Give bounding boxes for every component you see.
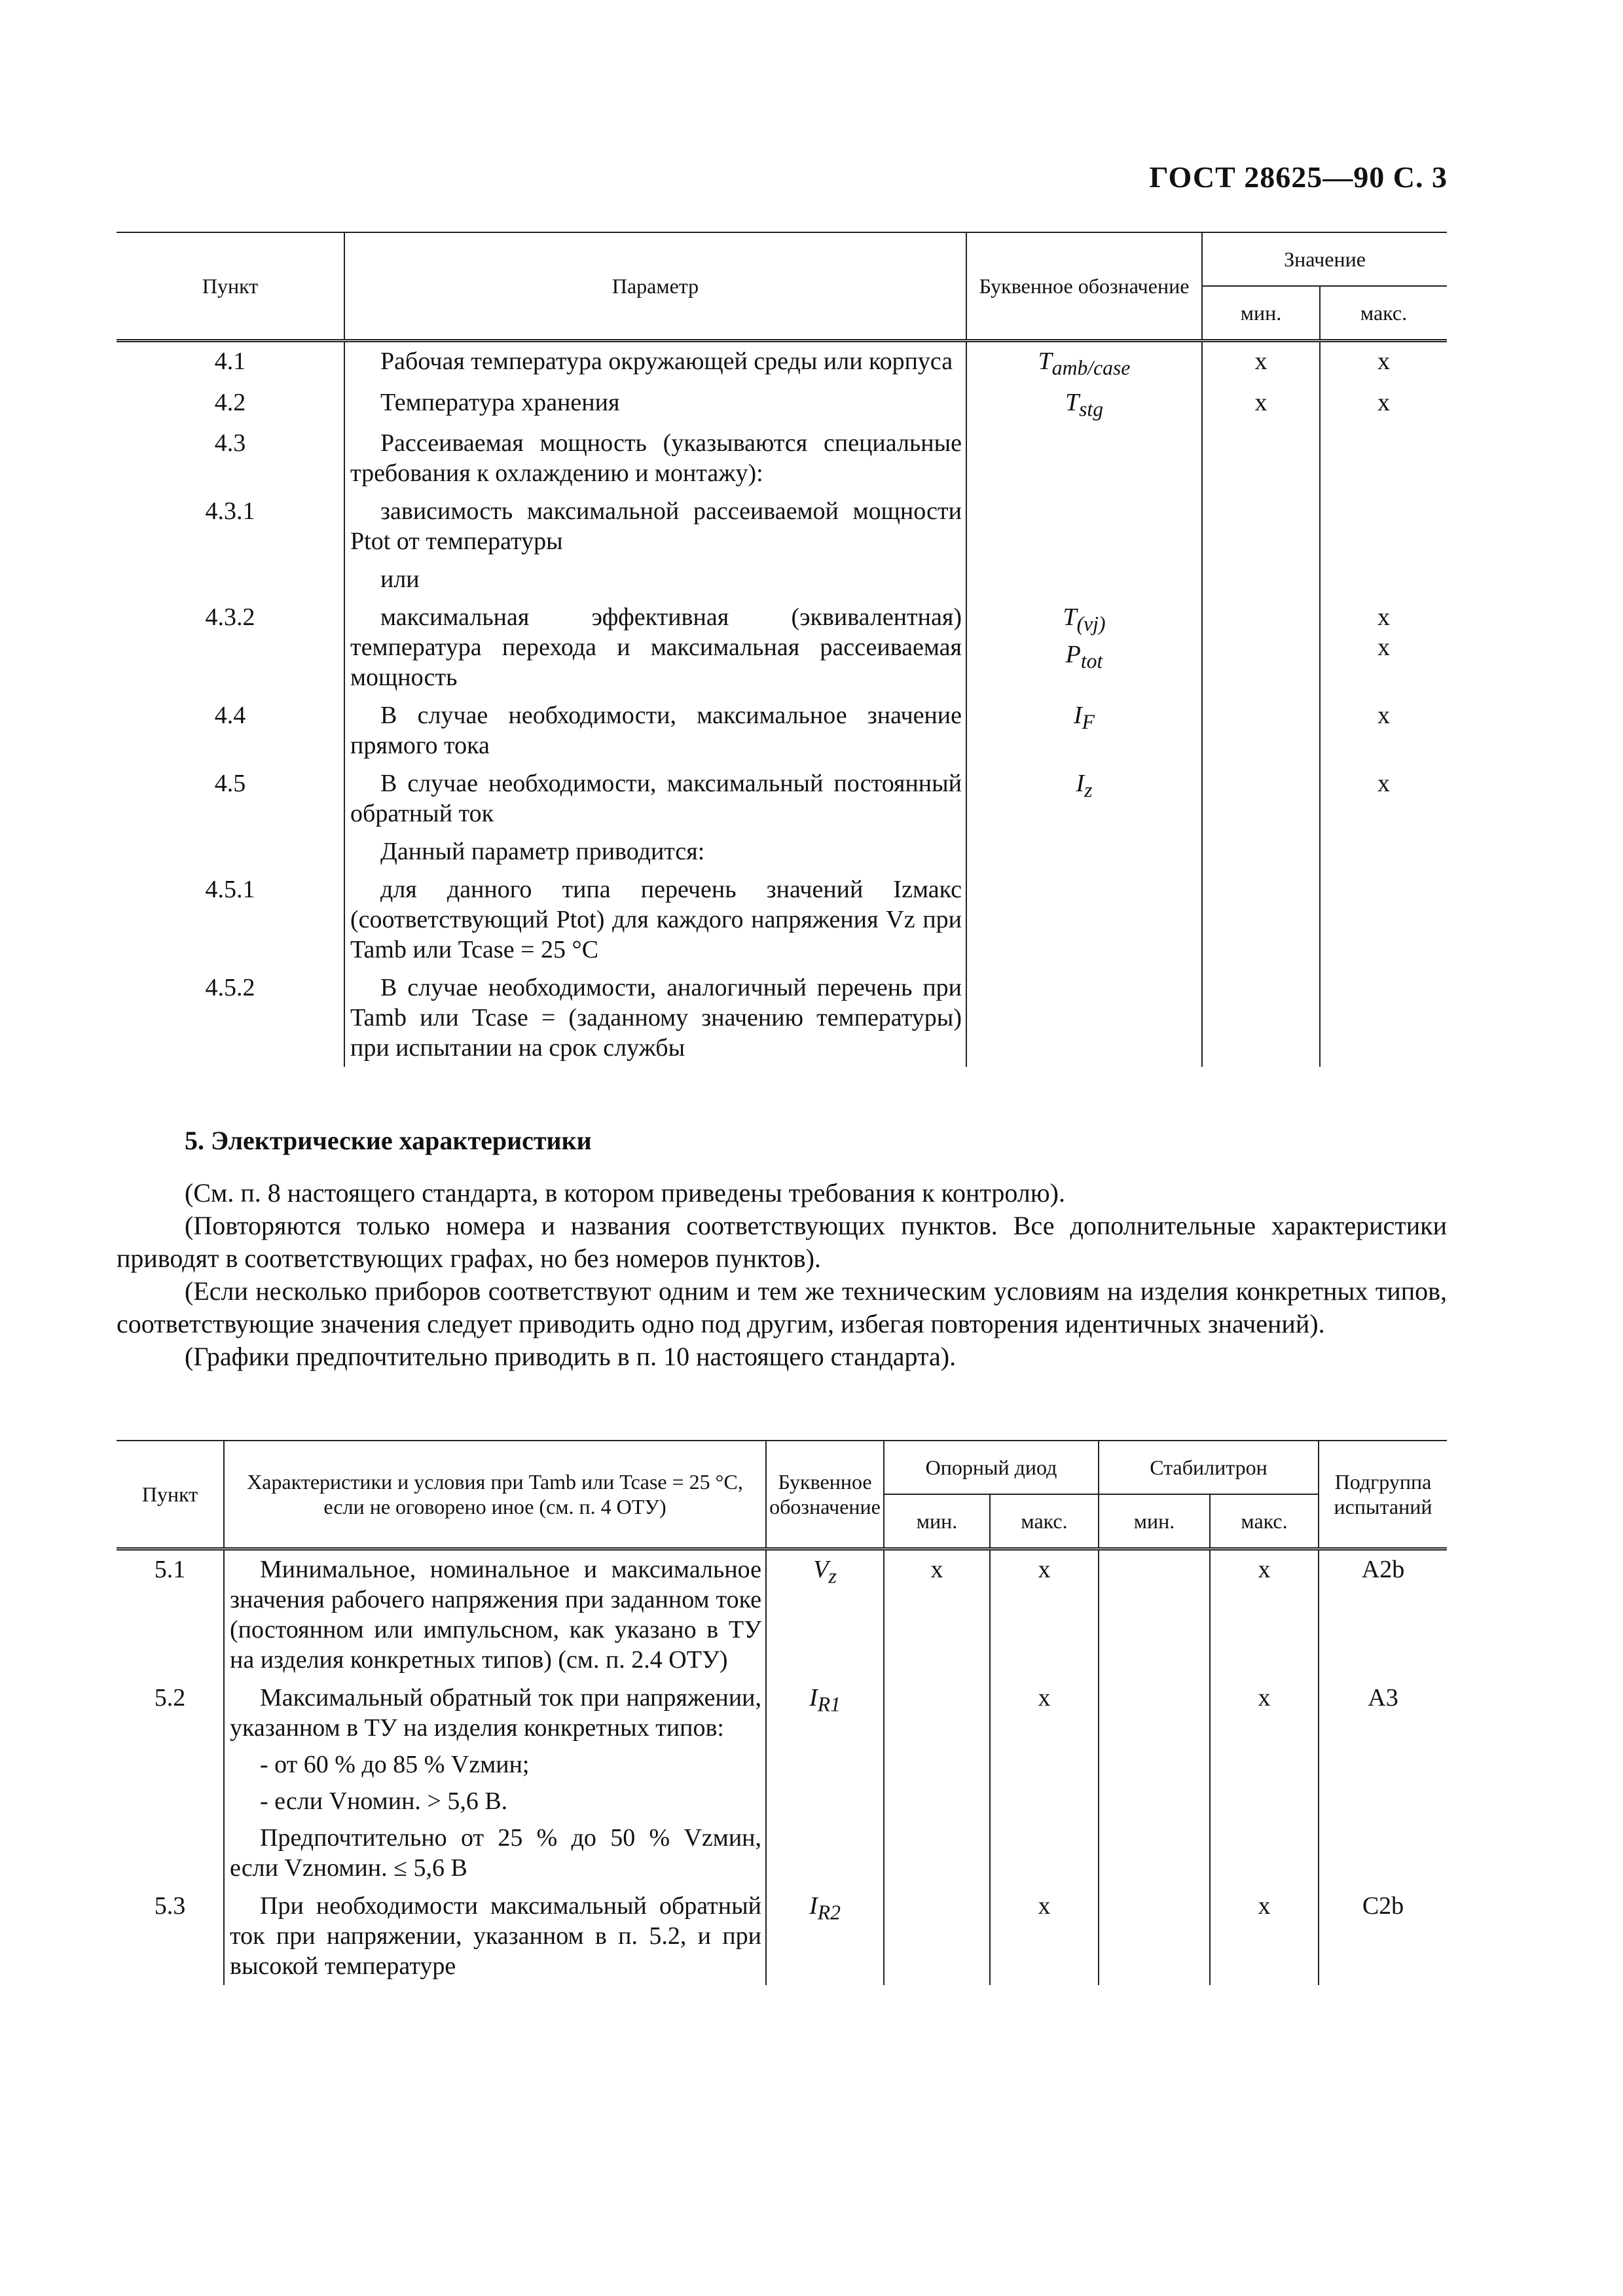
- table-row: 4.3 Рассеиваемая мощность (указываются специальные требования к охлаждению и монтажу):: [117, 424, 1447, 492]
- parameters-table: [117, 232, 1447, 1067]
- col-header-min: мин.: [1202, 286, 1320, 341]
- electrical-characteristics-table: [117, 1440, 1447, 1985]
- max-marks: x x: [1377, 603, 1390, 662]
- col-header-point: Пункт: [202, 274, 259, 298]
- symbol: $T_{stg}$: [1065, 388, 1104, 421]
- col-header-stab-max: макс.: [1210, 1494, 1319, 1549]
- paragraph: (Если несколько приборов соответствуют одним и тем же техническим условиям на изделия конкретных типов, соответствующие значения следует приводить одно под другим, избегая повторения идентичных значений).: [117, 1276, 1447, 1338]
- table-row: 4.4 В случае необходимости, максимальное значение прямого тока $I_F$ x: [117, 696, 1447, 764]
- col-header-diode-min: мин.: [884, 1494, 990, 1549]
- table-row: 4.5.2 В случае необходимости, аналогичный перечень при Tamb или Tcase = (заданному значению температуры) при испытании на срок службы: [117, 969, 1447, 1067]
- col-header-diode-max: макс.: [990, 1494, 1099, 1549]
- table-row: 4.3.2 максимальная эффективная (эквивалентная) температура перехода и максимальная рассеиваемая мощность $T_{(vj)}$ $P_{tot}$ x x: [117, 598, 1447, 696]
- col-header-stab-min: мин.: [1099, 1494, 1210, 1549]
- section-title: 5. Электрические характеристики: [185, 1126, 592, 1155]
- symbol: $I_F$: [1074, 702, 1095, 734]
- table-row: 5.2 Максимальный обратный ток при напряжении, указанном в ТУ на изделия конкретных типов: - от 60 % до 85 % Vzмин; - если Vномин. > 5,6 В. Предпочтительно от 25 % до 50 % Vzмин, если Vzномин. ≤ 5,6 В $I_{R1}$ x x A3: [117, 1679, 1447, 1887]
- col-header-point: Пункт: [141, 1482, 198, 1506]
- table-row: 4.2 Температура хранения $T_{stg}$ x x: [117, 384, 1447, 425]
- table-row: Данный параметр приводится:: [117, 833, 1447, 870]
- table-row: 5.3 При необходимости максимальный обратный ток при напряжении, указанном в п. 5.2, и при высокой температуре $I_{R2}$ x x C2b: [117, 1887, 1447, 1985]
- table-row: 4.5 В случае необходимости, максимальный постоянный обратный ток $I_z$ x: [117, 764, 1447, 833]
- symbol: $T_{(vj)}$ $P_{tot}$: [1063, 603, 1106, 673]
- table-row: 4.3.1 зависимость максимальной рассеиваемой мощности Ptot от температуры: [117, 492, 1447, 560]
- symbol: $I_z$: [1076, 770, 1093, 802]
- col-header-stabilitron: Стабилитрон: [1099, 1441, 1319, 1494]
- table-row: или: [117, 560, 1447, 598]
- symbol: $V_z$: [813, 1556, 837, 1588]
- paragraph: (Повторяются только номера и названия соответствующих пунктов. Все дополнительные характеристики приводят в соответствующих графах, но без номеров пунктов).: [117, 1211, 1447, 1273]
- col-header-parameter: Параметр: [344, 232, 966, 341]
- col-header-symbol: Буквенное обозначение: [966, 232, 1202, 341]
- col-header-max: макс.: [1320, 286, 1447, 341]
- section-5: [117, 1124, 1447, 1373]
- col-header-value: Значение: [1202, 232, 1447, 286]
- col-header-ref-diode: Опорный диод: [884, 1441, 1099, 1494]
- table-row: 4.1 Рабочая температура окружающей среды или корпуса $T_{amb/case}$ x x: [117, 341, 1447, 384]
- paragraph: (Графики предпочтительно приводить в п. 10 настоящего стандарта).: [185, 1342, 957, 1371]
- table-row: 5.1 Минимальное, номинальное и максимальное значения рабочего напряжения при заданном токе (постоянном или импульсном, как указано в ТУ на изделия конкретных типов) (см. п. 2.4 ОТУ) $V_z$ x x x A2b: [117, 1549, 1447, 1679]
- symbol: $T_{amb/case}$: [1038, 348, 1131, 380]
- col-header-subgroup: Подгруппа испытаний: [1319, 1441, 1447, 1549]
- symbol: $I_{R2}$: [809, 1892, 841, 1924]
- table-row: 4.5.1 для данного типа перечень значений Izмакс (соответствующий Ptot) для каждого напряжения Vz при Tamb или Tcase = 25 °C: [117, 870, 1447, 969]
- page-header: ГОСТ 28625—90 С. 3: [1149, 160, 1448, 194]
- paragraph: (См. п. 8 настоящего стандарта, в котором приведены требования к контролю).: [185, 1178, 1065, 1208]
- col-header-symbol: Буквенное обозначение: [766, 1441, 884, 1549]
- col-header-characteristics: Характеристики и условия при Tamb или Tcase = 25 °C, если не оговорено иное (см. п. 4 ОТУ): [224, 1441, 766, 1549]
- symbol: $I_{R1}$: [809, 1684, 841, 1716]
